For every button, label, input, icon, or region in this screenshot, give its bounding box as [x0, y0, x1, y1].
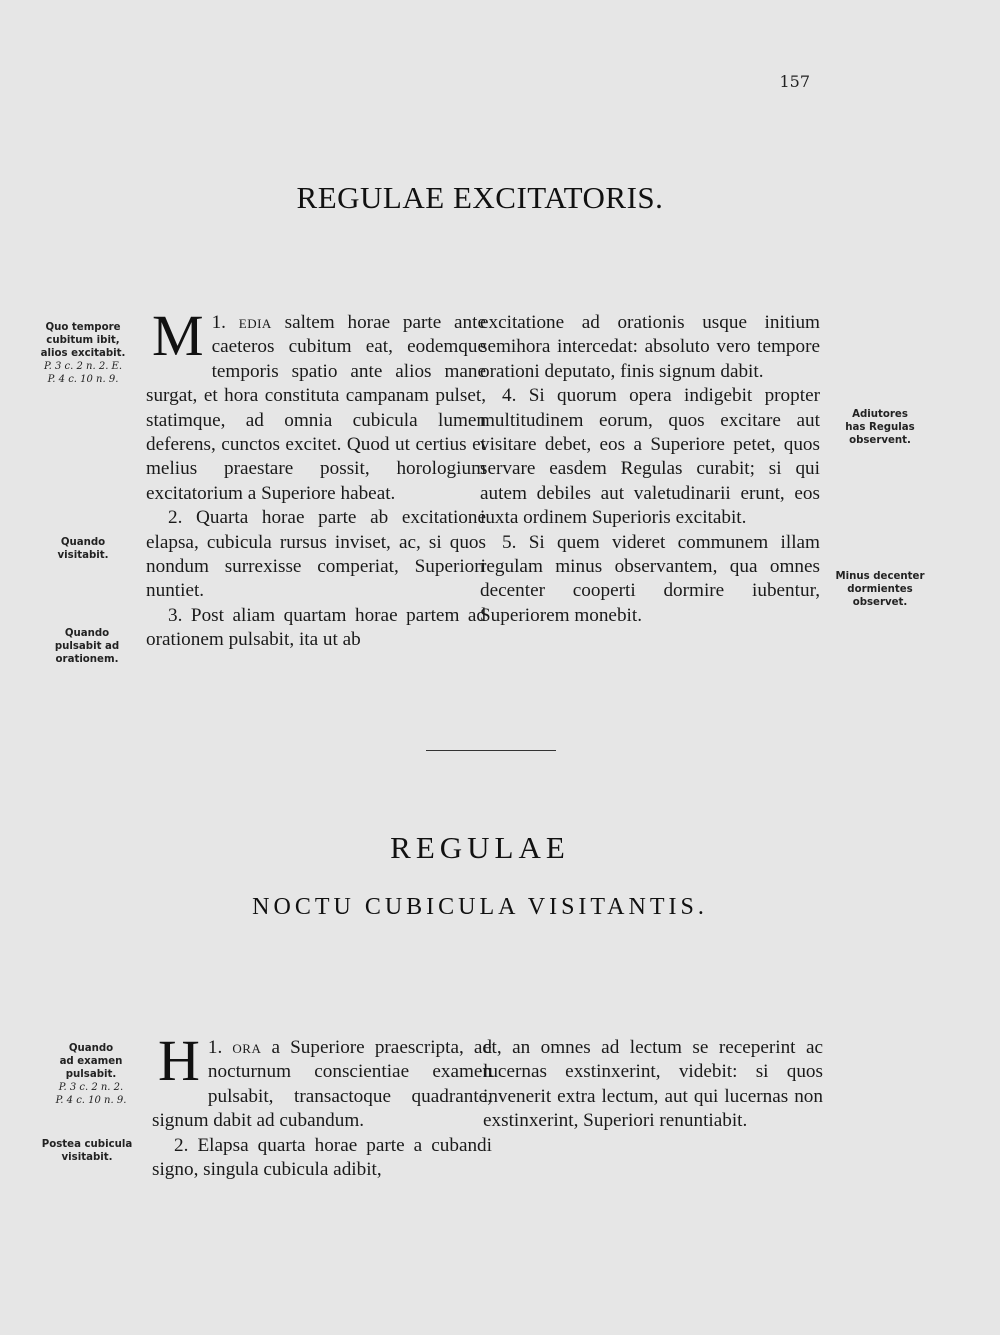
margin-note-minus-decenter: [824, 570, 936, 609]
paragraph-number: 1.: [207, 1037, 223, 1058]
small-caps-lead: edia: [238, 312, 272, 333]
note-reference: P. 3 c. 2 n. 2. E.: [43, 361, 123, 372]
note-line: ad examen: [59, 1056, 123, 1067]
paragraph-1: [146, 303, 486, 506]
paragraph-3-continued: excitatione ad orationis usque initium semihora intercedat: absoluto vero tempore orationi deputato, finis signum dabit.: [480, 312, 820, 382]
paragraph-text: a Superiore praescripta, ad nocturnum conscientiae examen pulsabit, transactoque quadrante, signum dabit ad cubandum.: [152, 1037, 493, 1132]
note-line: alios excitabit.: [40, 348, 126, 359]
paragraph-5: 5. Si quem videret communem illam regulam minus observantem, qua omnes decenter cooperti dormire iubentur, Superiorem monebit.: [480, 531, 820, 626]
margin-note-ad-examen: [36, 1042, 146, 1107]
margin-note-quo-tempore: [28, 321, 138, 386]
section2-title: REGULAE: [390, 830, 570, 865]
note-reference: P. 3 c. 2 n. 2.: [58, 1082, 124, 1093]
section2-subtitle: NOCTU CUBICULA VISITANTIS.: [252, 894, 708, 920]
note-line: observent.: [849, 435, 911, 446]
note-line: orationem.: [55, 654, 119, 665]
note-line: dormientes: [847, 584, 913, 595]
small-caps-lead: ora: [232, 1037, 262, 1058]
note-line: Minus decenter: [835, 571, 925, 582]
note-line: Quando: [68, 1043, 114, 1054]
note-line: visitabit.: [61, 1152, 113, 1163]
paragraph-number: 1.: [211, 312, 226, 333]
paragraph-1: [152, 1028, 493, 1134]
margin-note-postea-cubicula: [30, 1138, 144, 1164]
note-line: Quando: [64, 628, 110, 639]
page-number: 157: [779, 72, 810, 91]
paragraph-2: 2. Elapsa quarta horae parte a cubandi signo, singula cubicula adibit,: [152, 1134, 492, 1181]
note-line: pulsabit ad: [54, 641, 120, 652]
section1-column-right: [480, 311, 820, 628]
section2-column-left: [152, 1028, 493, 1182]
note-line: Quo tempore: [45, 322, 121, 333]
section1-title: REGULAE EXCITATORIS.: [296, 180, 664, 215]
paragraph-3: 3. Post aliam quartam horae partem ad orationem pulsabit, ita ut ab: [146, 604, 486, 651]
margin-note-adiutores: [830, 408, 930, 447]
note-line: pulsabit.: [65, 1069, 117, 1080]
note-line: Quando: [60, 537, 106, 548]
note-line: cubitum ibit,: [46, 335, 120, 346]
section-divider: [426, 750, 556, 751]
section1-column-left: [146, 303, 486, 653]
paragraph-2-continued: et, an omnes ad lectum se receperint ac lucernas exstinxerint, videbit: si quos invenerit extra lectum, aut qui lucernas non exstinxerint, Superiori renuntiabit.: [483, 1037, 823, 1132]
note-reference: P. 4 c. 10 n. 9.: [47, 374, 119, 385]
paragraph-2: 2. Quarta horae parte ab excitatione elapsa, cubicula rursus inviset, ac, si quos nondum surrexisse comperiat, Superiori nuntiet.: [146, 507, 486, 602]
paragraph-text: saltem horae parte ante caeteros cubitum eat, eodemque temporis spatio ante alios mane surgat, et hora constituta campanam pulset, statimque, ad omnia cubicula lumen deferens, cunctos excitet. Quod ut certius et melius praestare possit, horologium excitatorium a Superiore habeat.: [146, 312, 486, 504]
note-reference: P. 4 c. 10 n. 9.: [55, 1095, 127, 1106]
note-line: Postea cubicula: [41, 1139, 133, 1150]
note-line: observet.: [852, 597, 908, 608]
note-line: visitabit.: [57, 550, 109, 561]
drop-cap: H: [158, 1028, 200, 1093]
paragraph-4: 4. Si quorum opera indigebit propter multitudinem eorum, quos excitare aut visitare debet, eos a Superiore petet, quos servare easdem Regulas curabit; si qui autem debiles aut valetudinarii erunt, eos iuxta ordinem Superioris excitabit.: [480, 385, 820, 529]
note-line: Adiutores: [852, 409, 908, 420]
section2-column-right: [483, 1036, 823, 1134]
margin-note-quando-pulsabit: [36, 627, 138, 666]
note-line: has Regulas: [845, 422, 915, 433]
margin-note-quando-visitabit: [36, 536, 130, 562]
drop-cap: M: [152, 303, 204, 368]
